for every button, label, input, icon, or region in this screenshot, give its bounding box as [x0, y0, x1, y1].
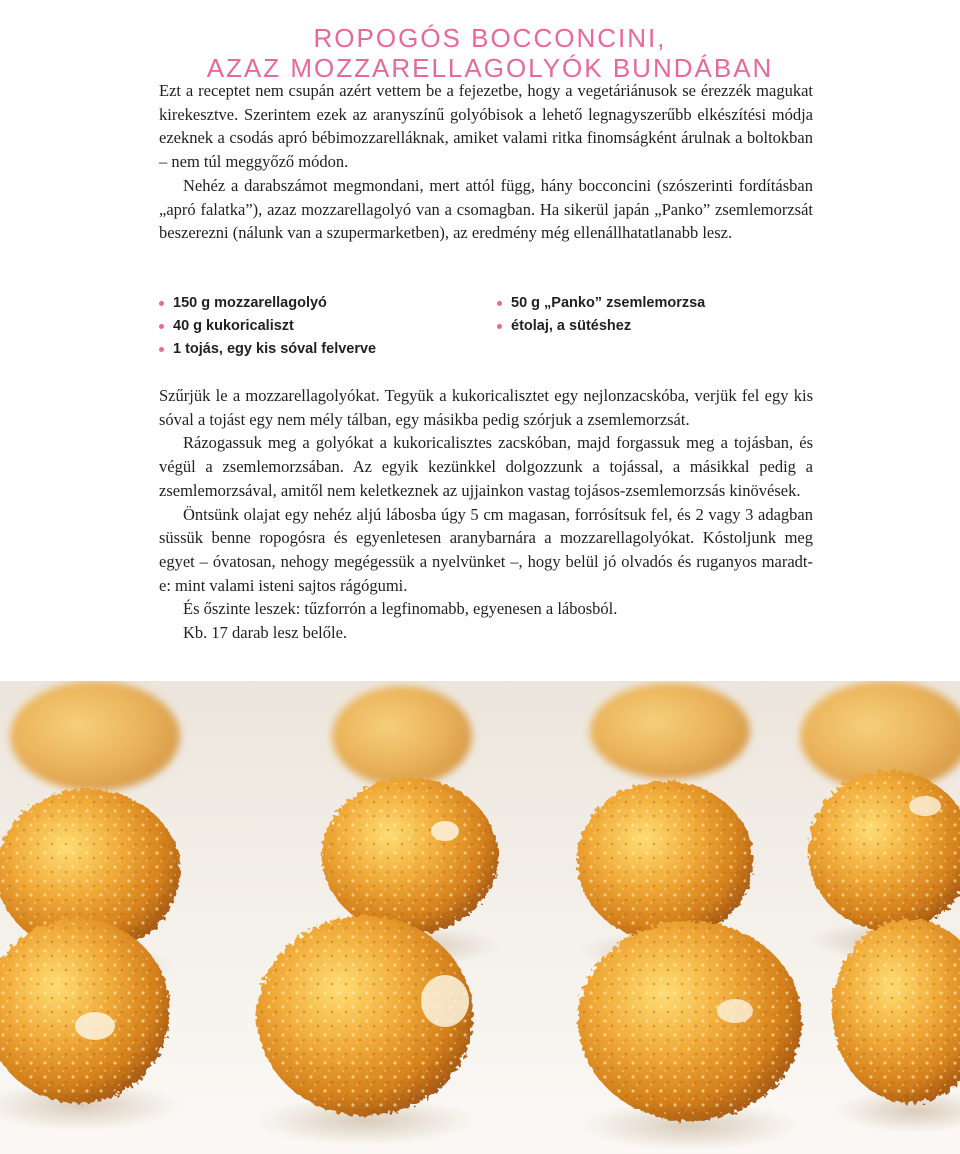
- method-paragraph: Kb. 17 darab lesz belőle.: [183, 623, 348, 643]
- intro-text: [159, 79, 813, 245]
- ingredient-text: 40 g kukoricaliszt: [173, 318, 294, 334]
- ingredient-list-right: [497, 292, 705, 338]
- ingredient-text: étolaj, a sütéshez: [511, 318, 632, 334]
- ingredient-text: 50 g „Panko” zsemlemorzsa: [511, 295, 706, 311]
- bullet-icon: [497, 301, 502, 306]
- method-paragraph: És őszinte leszek: tűzforrón a legfinomabb, egyenesen a lábosból.: [183, 599, 618, 619]
- ingredient-text: 150 g mozzarellagolyó: [173, 295, 327, 311]
- ingredient-list-left: [159, 292, 376, 361]
- recipe-title-line-1: ROPOGÓS BOCCONCINI,: [313, 23, 667, 54]
- bullet-icon: [159, 347, 164, 352]
- bullet-icon: [497, 324, 502, 329]
- intro-paragraph: Ezt a receptet nem csupán azért vettem be a fejezetbe, hogy a vegetáriánusok se érezzék magukat kirekesztve. Szerintem ezek az aranyszínű golyóbisok a lehető legnagyszerűbb elkészítési módja ezeknek a csodás apró bébimozzarelláknak, amiket valami ritka finomságként árulnak a boltokban – nem túl meggyőző módon.: [159, 81, 813, 172]
- ingredient-item: [159, 315, 376, 338]
- method-paragraph: Szűrjük le a mozzarellagolyókat. Tegyük a kukoricalisztet egy nejlonzacskóba, verjük fel egy kis sóval a tojást egy nem mély tálban, egy másikba pedig szórjuk a zsemlemorzsát.: [159, 386, 813, 429]
- method-text: [159, 384, 813, 645]
- method-paragraph: Öntsünk olajat egy nehéz aljú lábosba úgy 5 cm magasan, forrósítsuk fel, és 2 vagy 3 adagban süssük benne ropogósra és egyenletesen aranybarnára a mozzarellagolyókat. Kóstoljunk meg egyet – óvatosan, nehogy megégessük a nyelvünket –, hogy belül jó olvadós és ruganyos maradt-e: mint valami isteni sajtos rágógumi.: [159, 504, 813, 595]
- bullet-icon: [159, 324, 164, 329]
- fried-mozzarella-balls-photo: [0, 681, 960, 1154]
- intro-paragraph: Nehéz a darabszámot megmondani, mert attól függ, hány bocconcini (szószerinti fordításban „apró falatka”), azaz mozzarellagolyó van a csomagban. Ha sikerül japán „Panko” zsemlemorzsát beszerezni (nálunk van a szupermarketben), az eredmény még ellenállhatatlanabb lesz.: [159, 175, 813, 243]
- ingredient-item: [159, 338, 376, 361]
- method-paragraph: Rázogassuk meg a golyókat a kukoricalisztes zacskóban, majd forgassuk meg a tojásban, és végül a zsemlemorzsában. Az egyik kezünkkel dolgozzunk a tojással, a másikkal pedig a zsemlemorzsával, amitől nem keletkeznek az ujjainkon vastag tojásos-zsemlemorzsás kinövések.: [159, 433, 813, 500]
- recipe-title-line-2: AZAZ MOZZARELLAGOLYÓK BUNDÁBAN: [206, 53, 774, 84]
- bullet-icon: [159, 301, 164, 306]
- ingredient-item: [497, 292, 705, 315]
- ingredient-item: [159, 292, 376, 315]
- ingredient-item: [497, 315, 705, 338]
- ingredient-text: 1 tojás, egy kis sóval felverve: [173, 341, 377, 357]
